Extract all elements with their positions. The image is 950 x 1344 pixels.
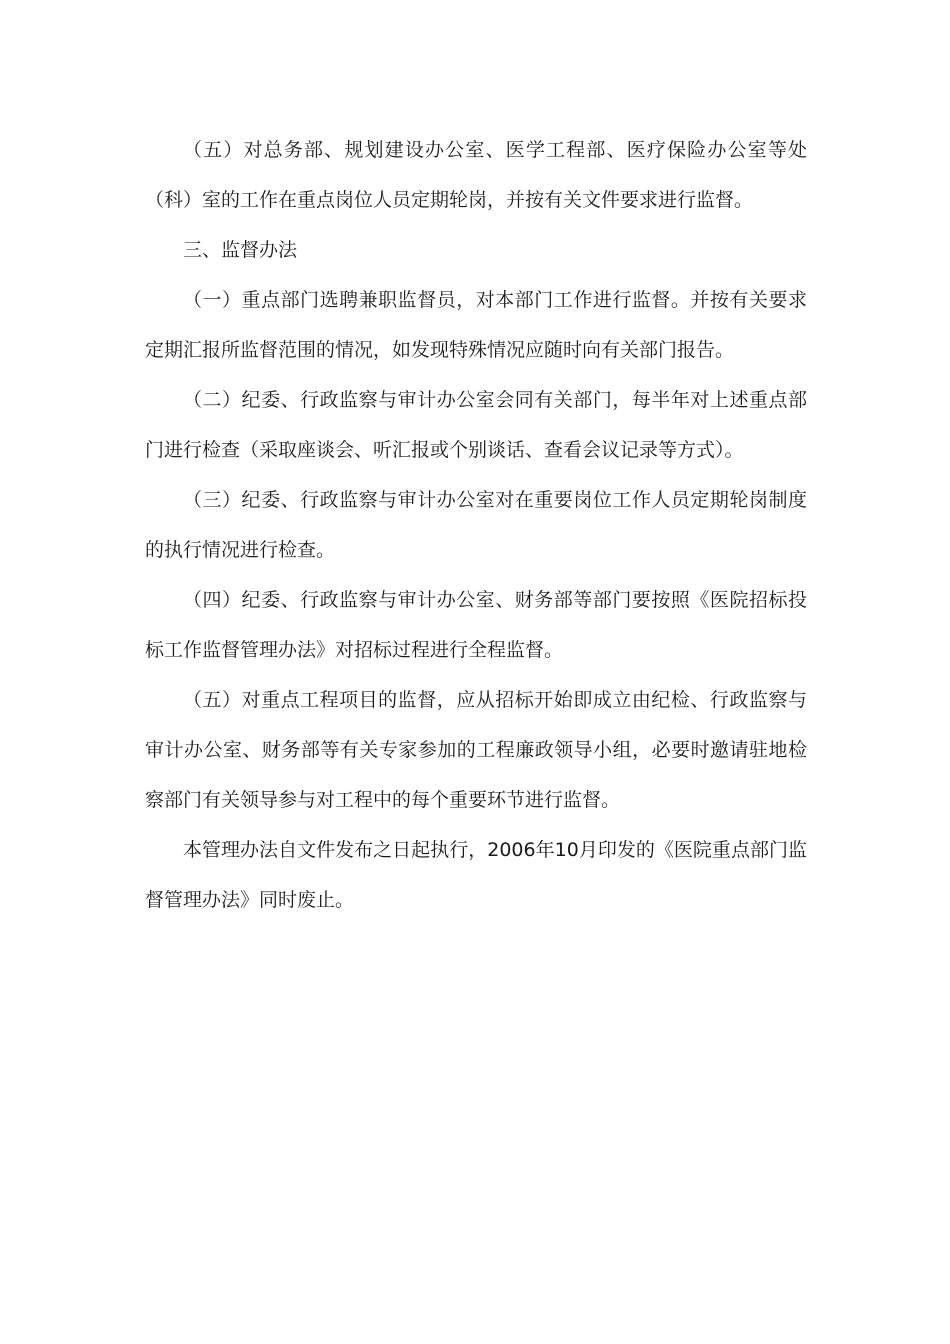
paragraph-method-3: （三）纪委、行政监察与审计办公室对在重要岗位工作人员定期轮岗制度的执行情况进行检查。 [145, 489, 807, 561]
paragraph-method-5: （五）对重点工程项目的监督，应从招标开始即成立由纪检、行政监察与审计办公室、财务部等有关专家参加的工程廉政领导小组，必要时邀请驻地检察部门有关领导参与对工程中的每个重要环节进行监督。 [145, 689, 807, 811]
paragraph-method-1: （一）重点部门选聘兼职监督员，对本部门工作进行监督。并按有关要求定期汇报所监督范围的情况，如发现特殊情况应随时向有关部门报告。 [145, 289, 807, 361]
section-heading-supervision-methods: 三、监督办法 [183, 239, 298, 261]
paragraph-item-5-duties: （五）对总务部、规划建设办公室、医学工程部、医疗保险办公室等处（科）室的工作在重点岗位人员定期轮岗，并按有关文件要求进行监督。 [145, 139, 807, 211]
paragraph-effective-date: 本管理办法自文件发布之日起执行，2006年10月印发的《医院重点部门监督管理办法》同时废止。 [145, 839, 807, 911]
paragraph-method-4: （四）纪委、行政监察与审计办公室、财务部等部门要按照《医院招标投标工作监督管理办法》对招标过程进行全程监督。 [145, 589, 807, 661]
document-body [145, 125, 807, 925]
paragraph-method-2: （二）纪委、行政监察与审计办公室会同有关部门，每半年对上述重点部门进行检查（采取座谈会、听汇报或个别谈话、查看会议记录等方式）。 [145, 389, 807, 461]
